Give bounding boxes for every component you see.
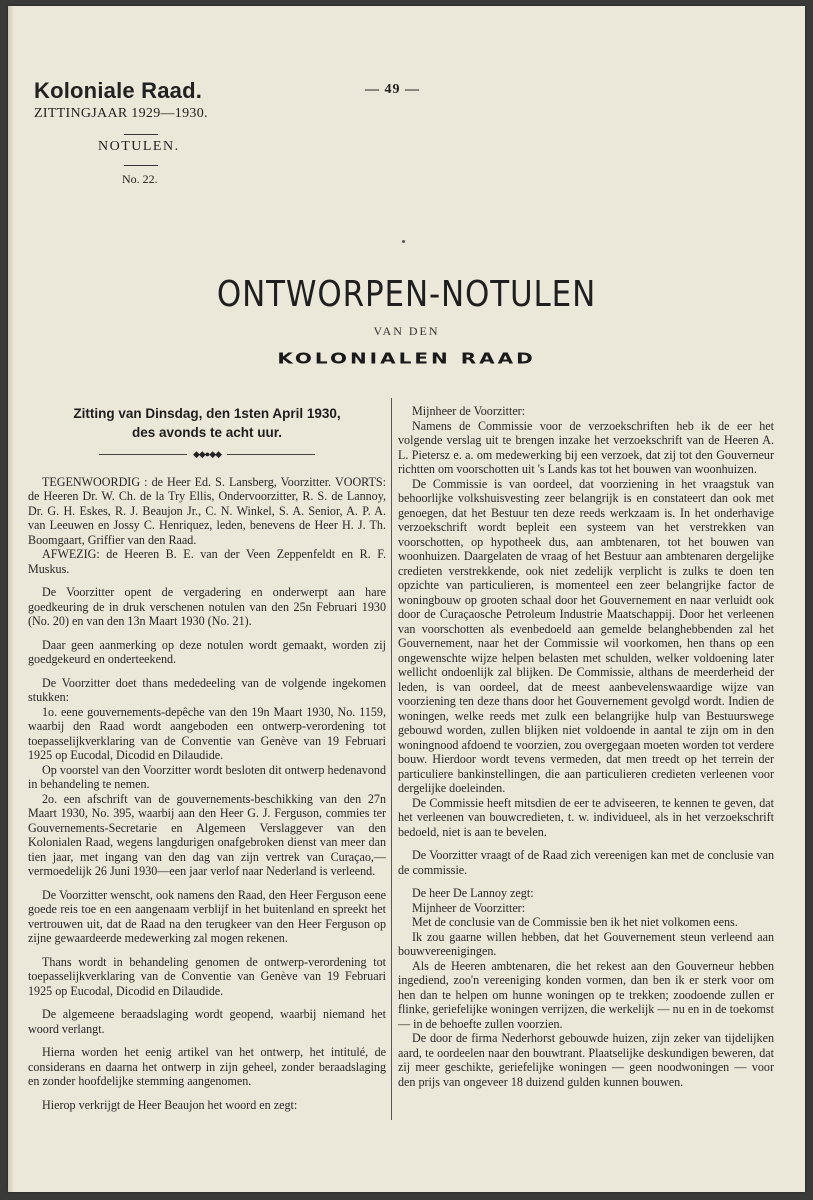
page-number: — 49 —	[365, 82, 420, 97]
paragraph-deliberation: De algemeene beraadslaging wordt geopend, waarbij niemand het woord verlangt.	[28, 1007, 386, 1036]
paragraph-adoption: Hierna worden het eenig artikel van het ontwerp, het intitulé, de considerans en daarna het ontwerp in zijn geheel, zonder beraadslaging en zonder hoofdelijke stemming aangenomen.	[28, 1045, 386, 1088]
paragraph-item-1: 1o. eene gouvernements-depêche van den 19n Maart 1930, No. 1159, waarbij den Raad wordt aangeboden een ontwerp-verordening tot toepasselijkverklaring van de Conventie van Genève van 19 Februari 1925 op Eucodal, Dicodid en Dilaudide.	[28, 704, 386, 762]
session-line-1: Zitting van Dinsdag, den 1sten April 1930,	[73, 406, 341, 421]
paragraph-lannoy: De heer De Lannoy zegt:	[412, 886, 534, 900]
right-column	[398, 404, 774, 1089]
column-divider	[391, 398, 392, 1120]
paragraph-beaujon: Hierop verkrijgt de Heer Beaujon het woord en zegt:	[42, 1097, 298, 1112]
publication-title: Koloniale Raad.	[34, 78, 203, 103]
print-dot	[402, 240, 405, 243]
council-name: KOLONIALEN RAAD	[277, 349, 536, 367]
header-rule-2	[124, 165, 158, 166]
section-label: NOTULEN.	[98, 139, 180, 154]
header-rule	[124, 134, 158, 135]
paragraph-support: Ik zou gaarne willen hebben, dat het Gouvernement steun verleend aan bouwvereenigingen.	[398, 929, 774, 958]
masthead-left	[34, 78, 264, 187]
session-line-2: des avonds te acht uur.	[131, 425, 283, 440]
page-edge	[8, 6, 14, 1192]
ornament-line-left	[99, 454, 187, 455]
paragraph-nederhorst: De door de firma Nederhorst gebouwde huizen, zijn zeker van tijdelijken aard, te oordeelen naar den bouwtrant. Plaatselijke deskundigen beweren, dat zij meer geschikte, geriefelijke woningen — geen noodwoningen — voor den prijs van ongeveer 18 duizend gulden kunnen bouwen.	[398, 1031, 774, 1089]
absent-paragraph: AFWEZIG: de Heeren B. E. van der Veen Zeppenfeldt en R. F. Muskus.	[28, 547, 386, 576]
paragraph-opening: De Voorzitter opent de vergadering en onderwerpt aan hare goedkeuring de in druk verschenen notulen van den 25n Februari 1930 (No. 20) en van den 13n Maart 1930 (No. 21).	[28, 585, 386, 628]
attendance-paragraph: TEGENWOORDIG : de Heer Ed. S. Lansberg, Voorzitter. VOORTS: de Heeren Dr. W. Ch. de la Try Ellis, Ondervoorzitter, R. S. de Lannoy, Dr. G. H. Eskes, R. J. Beaujon Jr., C. N. Winkel, S. A. Senior, A. P. A. van Leeuwen en Jossy C. Henriquez, leden, benevens de Heer H. J. Th. Boomgaart, Griffier van den Raad.	[28, 474, 386, 547]
paragraph-item-2: 2o. een afschrift van de gouvernements-beschikking van den 27n Maart 1930, No. 395, waarbij aan den Heer G. J. Ferguson, commies ter Gouvernements-Secretarie en Algemeen Verslaggever van den Kolonialen Raad, wegens langdurigen onafgebroken dienst van meer dan tien jaar, met ingang van den dag van zijn vertrek van Curaçao,—vermoedelijk 26 Juni 1930—een jaar verlof naar Nederland is verleend.	[28, 791, 386, 878]
paragraph-incoming: De Voorzitter doet thans mededeeling van de volgende ingekomen stukken:	[28, 675, 386, 704]
paragraph-salutation: Mijnheer de Voorzitter:	[412, 404, 526, 418]
ornament-divider	[28, 447, 386, 462]
session-heading	[28, 404, 386, 442]
paragraph-association: Als de Heeren ambtenaren, die het rekest aan den Gouverneur hebben ingediend, zoo'n vereeniging konden vormen, dan ben ik er sterk voor om hen dan te helpen om hunne woningen op te trekken; zoodoende zullen er flinke, geriefelijke woningen verrijzen, die werkelijk — nu en in de toekomst — in de behoefte zullen voorzien.	[398, 958, 774, 1031]
paragraph-advice: De Commissie heeft mitsdien de eer te adviseeren, te kennen te geven, dat het verleenen van bouwcredieten, t. w. individueel, als in het verzoekschrift bedoeld, niet is aan te bevelen.	[398, 795, 774, 839]
paragraph-chair-question: De Voorzitter vraagt of de Raad zich vereenigen kan met de conclusie van de commissie.	[398, 848, 774, 877]
paragraph-salutation-2: Mijnheer de Voorzitter:	[412, 900, 526, 915]
ornament-center-icon: ◆◆●◆◆	[192, 449, 222, 459]
paragraph-report: Namens de Commissie voor de verzoekschriften heb ik de eer het volgende verslag uit te brengen inzake het verzoekschrift van de Heeren A. L. Pietersz e. a. om medewerking bij een verzoek, dat zij tot den Gouverneur richtten om voorschotten uit 's Lands kas tot het bouwen van woonhuizen.	[398, 418, 774, 476]
session-year: ZITTINGJAAR 1929—1930.	[34, 106, 208, 121]
left-column	[28, 404, 386, 1112]
document-page	[8, 6, 805, 1192]
van-den-label: VAN DEN	[373, 324, 440, 338]
paragraph-approval: Daar geen aanmerking op deze notulen wordt gemaakt, worden zij goedgekeurd en onderteekend.	[28, 637, 386, 666]
paragraph-treatment: Thans wordt in behandeling genomen de ontwerp-verordening tot toepasselijkverklaring van de Conventie van Genève van 19 Februari 1925 op Eucodal, Dicodid en Dilaudide.	[28, 954, 386, 998]
paragraph-proposal: Op voorstel van den Voorzitter wordt besloten dit ontwerp hedenavond in behandeling te nemen.	[28, 762, 386, 791]
main-title: ONTWORPEN-NOTULEN	[216, 274, 597, 315]
issue-number: No. 22.	[122, 172, 158, 186]
paragraph-farewell: De Voorzitter wenscht, ook namens den Raad, den Heer Ferguson eene goede reis toe en een aangenaam verblijf in het buitenland en spreekt het vertrouwen uit, dat de Raad na den terugkeer van den Heer Ferguson op zijne gewaardeerde medewerking zal mogen rekenen.	[28, 887, 386, 945]
ornament-line-right	[227, 454, 315, 455]
paragraph-commission-opinion: De Commissie is van oordeel, dat voorziening in het vraagstuk van behoorlijke volkshuisvesting zeer belangrijk is en constateert dan ook met genoegen, dat het Bestuur ten deze reeds werkzaam is. In het onderhavige verzoekschrift wordt bepleit een systeem van het verstrekken van voorschotten, op hypotheek dus, aan ambtenaren, tot het bouwen van woonhuizen. Daargelaten de vraag of het Bestuur aan ambtenaren dergelijke credieten verstrekkende, ook niet zedelijk verplicht is zulks te doen ten opzichte van particulieren, is momenteel een zeer belangrijke factor de woningbouw op grooten schaal door het Gouvernement en naar verluidt ook door de Curaçaosche Petroleum Industrie Maatschappij. Door het verleenen van voorschotten als evenbedoeld aan gemelde belanghebbenden zal het Gouvernement, naar het der Commissie wil voorkomen, hen thans op een ongewenschte wijze helpen belasten met schulden, welker voldoening later wellicht ondoenlijk zal blijken. De Commissie, althans de meerderheid der leden, is van oordeel, dat de meest aanbevelenswaardige wijze van voorziening ten deze thans door het Gouvernement gevolgd wordt. Indien de woningen, welke reeds met zulk een belangrijke hulp van Bestuurswege gebouwd worden, zullen blijken niet voldoende in aantal te zijn om in den woningnood afdoend te voorzien, zou overgegaan moeten worden tot verdere bouw. Hierdoor wordt tevens vermeden, dat men treedt op het terrein der particuliere bankinstellingen, die aan particulieren credieten verleenen voor dergelijke doeleinden.	[398, 476, 774, 795]
paragraph-disagree: Met de conclusie van de Commissie ben ik het niet volkomen eens.	[412, 915, 738, 929]
